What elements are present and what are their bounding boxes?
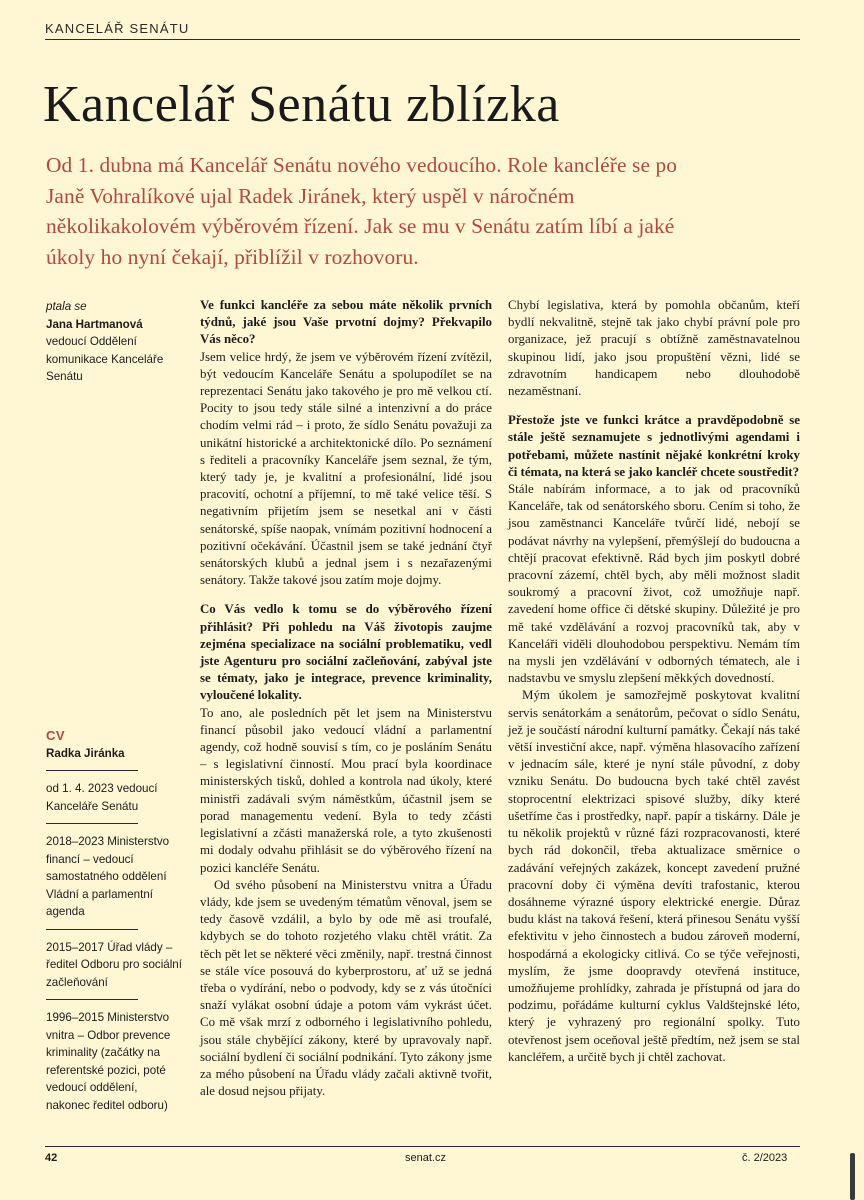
author-box	[46, 298, 182, 386]
footer-site: senat.cz	[405, 1152, 446, 1164]
cv-label: CV	[46, 728, 66, 743]
footer-divider	[45, 1146, 800, 1147]
cv-divider	[46, 770, 138, 771]
author-name: Jana Hartmanová	[46, 317, 143, 331]
article-lead: Od 1. dubna má Kancelář Senátu nového vedoucího. Role kancléře se po Janě Vohralíkové ujal Radek Jiránek, který uspěl v náročném několikakolovém výběrovém řízení. Jak se mu v Senátu zatím líbí a jaké úkoly ho nyní čekají, přiblížil v rozhovoru.	[46, 153, 678, 269]
header-divider	[45, 39, 800, 40]
question: Přestože jste ve funkci krátce a pravděpodobně se stále ještě seznamujete s jednotlivými agendami i potřebami, můžete nastínit nějaké konkrétní kroky či témata, na která se jako kancléř chcete soustředit?	[508, 413, 800, 479]
cv-entry: od 1. 4. 2023 vedoucí Kanceláře Senátu	[46, 782, 158, 813]
cv-box	[46, 727, 182, 1114]
answer-paragraph: Stále nabírám informace, a to jak od pracovníků Kanceláře, tak od senátorského sboru. Cením si toho, že jsou zaměstnanci Kanceláře tvůrčí lidé, nebojí se podávat návrhy na vylepšení, přemýšlejí do budoucna a chtějí pracovat efektivně. Rád bych jim poskytl dobré pracovní zázemí, chtěl bych, aby měli možnost sladit soukromý a pracovní život, což umožňuje např. zavedení home office či dětské skupiny. Důležité je pro mě také vzdělávání a rozvoj pracovníků tak, aby v Kanceláři viděli dlouhodobou perspektivu. Nemám tím na mysli jen vzdělávání v odborných tématech, ale i nadstavbu ve smyslu zlepšení měkkých dovedností.	[508, 482, 800, 686]
cv-divider	[46, 999, 138, 1000]
cv-entry: 1996–2015 Ministerstvo vnitra – Odbor prevence kriminality (začátky na referentské pozici, poté vedoucí oddělení, nakonec ředitel odboru)	[46, 1011, 171, 1112]
author-label: ptala se	[46, 300, 87, 313]
answer-paragraph: To ano, ale posledních pět let jsem na Ministerstvu financí působil jako vedoucí vládní a parlamentní agendy, což hodně souvisí s tím, co je posláním Senátu – s legislativní činností. Mou prací byla koordinace ministerských tisků, dohled a kontrola nad úkoly, které ministři zadávali svým náměstkům, účastnil jsem se porad managementu vedení. Byla to tedy zčásti legislativní a zčásti manažerská role, a tyto zkušenosti mi dodaly odvahu přihlásit se do výběrového řízení na pozici kancléře Senátu.	[200, 705, 492, 875]
cv-entry: 2015–2017 Úřad vlády – ředitel Odboru pro sociální začleňování	[46, 940, 182, 989]
section-label: KANCELÁŘ SENÁTU	[45, 21, 190, 36]
page-number: 42	[45, 1152, 58, 1164]
author-role: vedoucí Oddělení komunikace Kanceláře Senátu	[46, 335, 164, 383]
answer-paragraph: Mým úkolem je samozřejmě poskytovat kvalitní servis senátorkám a senátorům, pečovat o sídlo Senátu, jež je součástí národní kulturní památky. Čekají nás také větší investiční akce, např. výměna hlasovacího zařízení v jednacím sále, které je nyní stále původní, z doby vzniku Senátu. Do budoucna bych také chtěl zavést stoprocentní elektrizaci spisové služby, díky které ušetříme čas i prostředky, např. papír a tiskárny. Dále je tu několik projektů v různé fázi rozpracovanosti, které bych rád dokončil, třeba aktualizace směrnice o zadávání veřejných zakázek, koncept zavedení pružné pracovní doby či výměna devíti trafostanic, kterou dosáhneme výrazné úspory elektrické energie. Důraz budu klást na taková řešení, která přinesou Senátu vyšší efektivitu v jeho činnostech a budou zároveň moderní, hospodárná a ekologicky citlivá. Co se týče veřejnosti, myslím, že jsme doopravdy otevřená instituce, umožňujeme prohlídky, zahrada je přístupná od jara do podzimu, pořádáme kulturní cyklus Valdštejnské léto, který je vyhrazený pro regionální spolky. Tuto otevřenost jsem oceňoval ještě předtím, než jsem se stal kancléřem, a určitě bych ji chtěl zachovat.	[508, 688, 800, 1064]
footer-issue: č. 2/2023	[742, 1152, 788, 1164]
question: Co Vás vedlo k tomu se do výběrového řízení přihlásit? Při pohledu na Váš životopis zaujme zejména specializace na sociální problematiku, vedl jste Agenturu pro sociální začleňování, zabýval jste se tématy, jako je integrace, prevence kriminality, vyloučené lokality.	[200, 602, 492, 703]
question: Ve funkci kancléře za sebou máte několik prvních týdnů, jaké jsou Vaše prvotní dojmy? Překvapilo Vás něco?	[200, 298, 492, 347]
text-column-right	[508, 297, 800, 1066]
cv-divider	[46, 929, 138, 930]
scrollbar-thumb[interactable]	[850, 1153, 855, 1200]
answer-paragraph: Jsem velice hrdý, že jsem ve výběrovém řízení zvítězil, být vedoucím Kanceláře Senátu a spolupodílet se na reprezentaci Senátu jako takového je pro mě velkou ctí. Pocity to jsou tedy stále silné a intenzivní a do práce chodím velmi rád – i proto, že sídlo Senátu považuji za unikátní historické a architektonické dílo. Po seznámení s řediteli a pracovníky Kanceláře jsem seznal, že tým, který tady je, je kvalitní a profesionální, lidé jsou pracovití, ochotní a příjemní, to mě také velice těší. S negativním přijetím jsem se nesetkal ani v části senátorské, spíše naopak, vnímám pozitivní hodnocení a pozitivní očekávání. Účastnil jsem se také jednání čtyř senátorských klubů a jednal jsem i s nezařazenými senátory. Takže takové jsou zatím moje dojmy.	[200, 349, 492, 588]
cv-name: Radka Jiránka	[46, 746, 125, 760]
answer-paragraph: Chybí legislativa, která by pomohla občanům, kteří bydlí nekvalitně, stejně tak jako chybí právní pole pro organizace, jež pracují s obtížně zaměstnavatelnou skupinou lidí, jako jsou propuštění vězni, lidé se zdravotním handicapem nebo dlouhodobě nezaměstnaní.	[508, 298, 800, 399]
text-column-middle	[200, 297, 492, 1100]
cv-divider	[46, 823, 138, 824]
article-title: Kancelář Senátu zblízka	[43, 76, 560, 133]
answer-paragraph: Od svého působení na Ministerstvu vnitra a Úřadu vlády, kde jsem se uvedeným tématům věnoval, jsem se tedy časově vzdálil, a bylo by ode mě asi troufalé, kdybych se do tohoto rozjetého vlaku chtěl vrátit. Za těch pět let se některé věci změnily, např. trestná činnost se stále více posouvá do kyberprostoru, ať už se jedná třeba o vydírání, nebo o podvody, kdy se z vás útočníci snaží vylákat osobní údaje a potom vám vykrást účet. Co mě však mrzí z odborného i legislativního pohledu, jsou stále chybějící zákony, které by upravovaly např. sociální bydlení či sociální podnikání. Tyto zákony jsme za mého působení na Úřadu vlády začali aktivně tvořit, ale dosud nejsou přijaty.	[200, 877, 492, 1099]
cv-entry: 2018–2023 Ministerstvo financí – vedoucí samostatného oddělení Vládní a parlamentní agenda	[46, 835, 170, 918]
